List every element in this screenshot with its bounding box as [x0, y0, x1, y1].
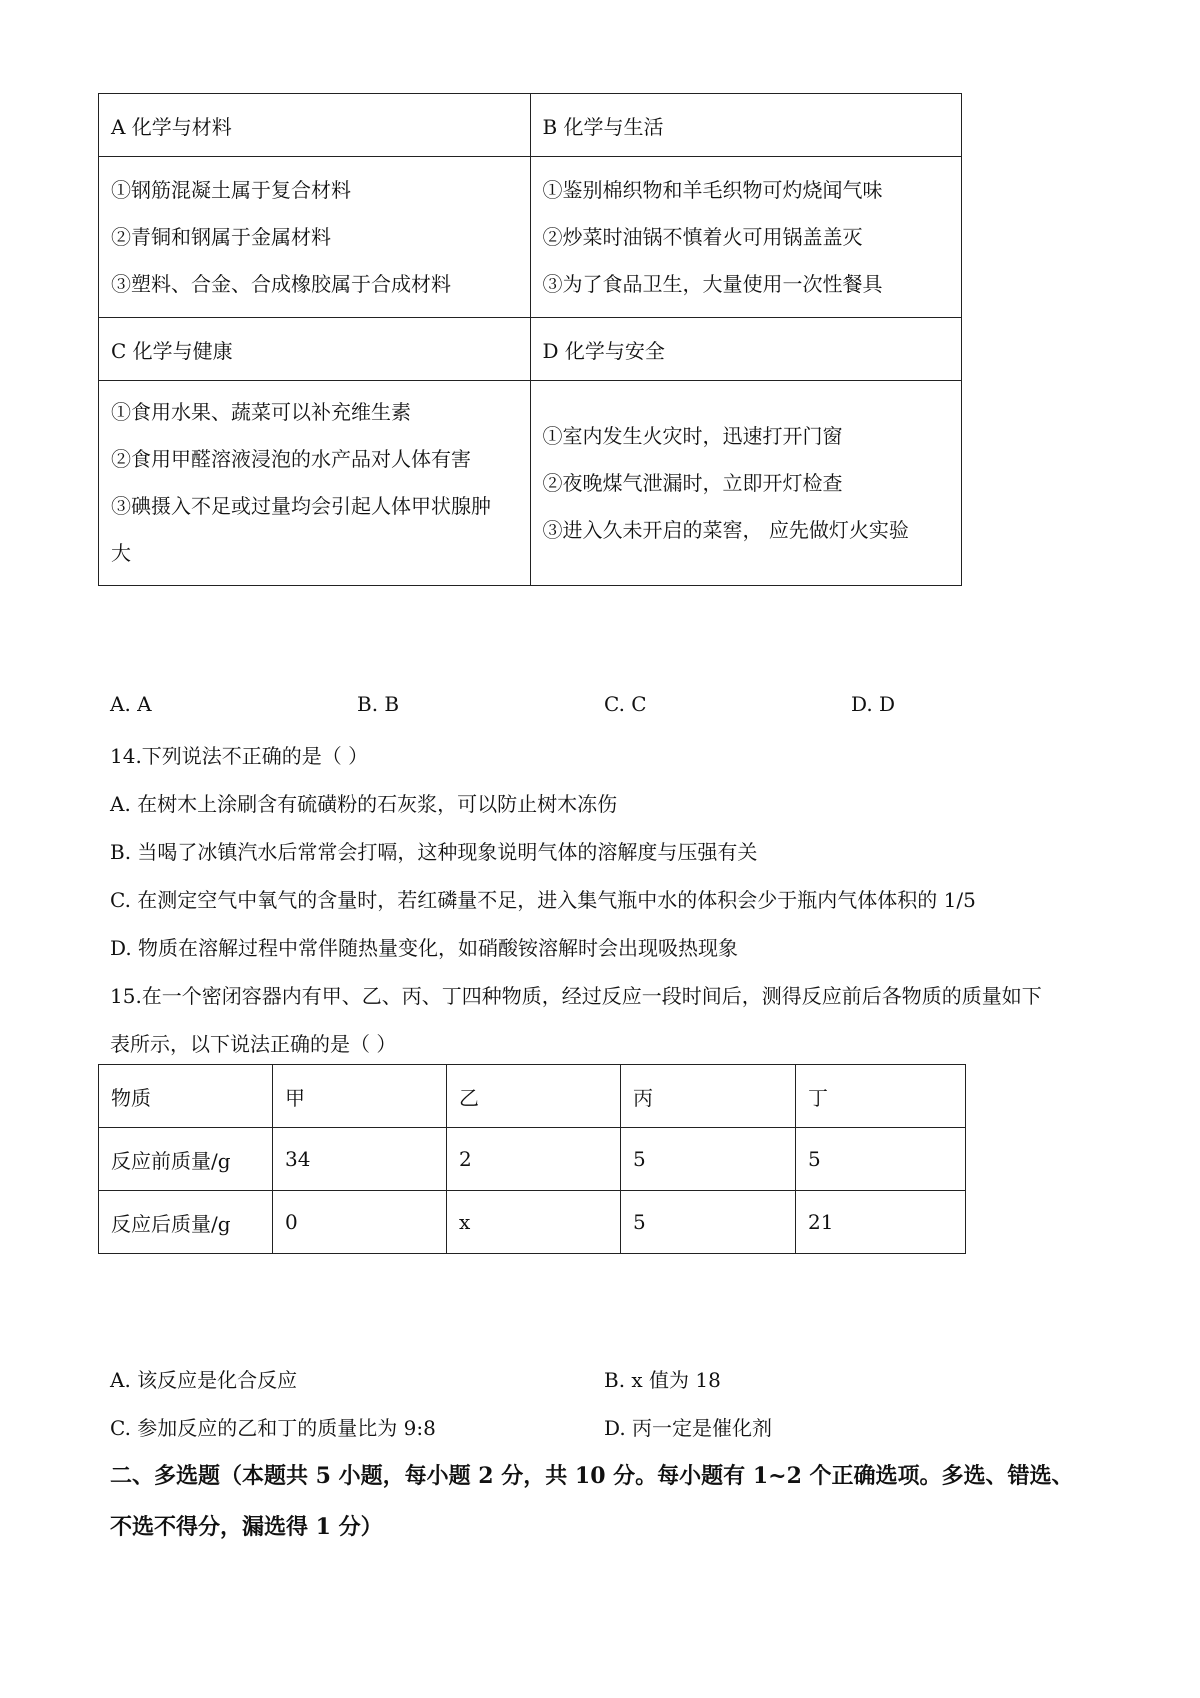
- table-row: [99, 1191, 966, 1254]
- table-cell: 5: [796, 1128, 966, 1191]
- table-cell: x: [447, 1191, 621, 1254]
- cell-d-item: ①室内发生火灾时，迅速打开门窗: [542, 423, 843, 448]
- q15-option-d: D. 丙一定是催化剂: [604, 1416, 773, 1440]
- row-label: 反应后质量/g: [99, 1191, 273, 1254]
- cell-b-item: ①鉴别棉织物和羊毛织物可灼烧闻气味: [542, 177, 883, 202]
- table-cell: 5: [621, 1128, 796, 1191]
- cell-d-title: D 化学与安全: [530, 318, 962, 381]
- cell-d-item: ②夜晚煤气泄漏时，立即开灯检查: [542, 470, 843, 495]
- header-cell: 丙: [621, 1065, 796, 1128]
- cell-a-title: A 化学与材料: [99, 94, 531, 157]
- cell-a-item: ③塑料、合金、合成橡胶属于合成材料: [111, 271, 451, 296]
- section2-heading-line2: 不选不得分，漏选得 1 分）: [110, 1514, 383, 1540]
- q13-option-a: A. A: [110, 692, 152, 716]
- q14-option-c: C. 在测定空气中氧气的含量时，若红磷量不足，进入集气瓶中水的体积会少于瓶内气体体积的 1/5: [110, 888, 976, 912]
- q13-option-d: D. D: [851, 692, 896, 716]
- q15-stem-line1: 15.在一个密闭容器内有甲、乙、丙、丁四种物质，经过反应一段时间后，测得反应前后各物质的质量如下: [110, 984, 1042, 1008]
- table-cell: 5: [621, 1191, 796, 1254]
- header-cell: 物质: [99, 1065, 273, 1128]
- row-label: 反应前质量/g: [99, 1128, 273, 1191]
- cell-b-item: ③为了食品卫生，大量使用一次性餐具: [542, 271, 883, 296]
- cell-a-item: ①钢筋混凝土属于复合材料: [111, 177, 351, 202]
- q15-option-a: A. 该反应是化合反应: [110, 1368, 298, 1392]
- cell-b-body: [530, 157, 962, 318]
- q14-option-b: B. 当喝了冰镇汽水后常常会打嗝，这种现象说明气体的溶解度与压强有关: [110, 840, 758, 864]
- mass-table-header: [99, 1065, 966, 1128]
- table-cell: 34: [273, 1128, 447, 1191]
- q15-option-c: C. 参加反应的乙和丁的质量比为 9:8: [110, 1416, 436, 1440]
- q15-option-b: B. x 值为 18: [604, 1368, 721, 1392]
- cell-c-item: ②食用甲醛溶液浸泡的水产品对人体有害: [111, 447, 471, 471]
- cell-a-item: ②青铜和钢属于金属材料: [111, 224, 331, 249]
- q14-option-d: D. 物质在溶解过程中常伴随热量变化，如硝酸铵溶解时会出现吸热现象: [110, 936, 739, 960]
- cell-c-item: ①食用水果、蔬菜可以补充维生素: [111, 400, 411, 424]
- cell-c-item: 大: [111, 541, 131, 565]
- mass-table: [98, 1064, 966, 1254]
- cell-b-title: B 化学与生活: [530, 94, 962, 157]
- q13-option-b: B. B: [357, 692, 400, 716]
- table-cell: 2: [447, 1128, 621, 1191]
- header-cell: 乙: [447, 1065, 621, 1128]
- category-table: [98, 93, 962, 586]
- header-cell: 丁: [796, 1065, 966, 1128]
- section2-heading-line1: 二、多选题（本题共 5 小题，每小题 2 分，共 10 分。每小题有 1~2 个正确选项。多选、错选、: [110, 1463, 1074, 1489]
- table-row: [99, 1128, 966, 1191]
- table-cell: 0: [273, 1191, 447, 1254]
- q14-stem: 14.下列说法不正确的是（ ）: [110, 744, 369, 768]
- table-cell: 21: [796, 1191, 966, 1254]
- q15-stem-line2: 表所示，以下说法正确的是（ ）: [110, 1032, 397, 1056]
- cell-a-body: [99, 157, 531, 318]
- cell-d-body: [530, 381, 962, 586]
- cell-c-body: [99, 381, 531, 586]
- cell-c-item: ③碘摄入不足或过量均会引起人体甲状腺肿: [111, 494, 491, 518]
- q13-options: [110, 692, 910, 722]
- q13-option-c: C. C: [604, 692, 647, 716]
- header-cell: 甲: [273, 1065, 447, 1128]
- cell-d-item: ③进入久未开启的菜窖， 应先做灯火实验: [542, 517, 909, 542]
- q14-option-a: A. 在树木上涂刷含有硫磺粉的石灰浆，可以防止树木冻伤: [110, 792, 618, 816]
- cell-c-title: C 化学与健康: [99, 318, 531, 381]
- cell-b-item: ②炒菜时油锅不慎着火可用锅盖盖灭: [542, 224, 863, 249]
